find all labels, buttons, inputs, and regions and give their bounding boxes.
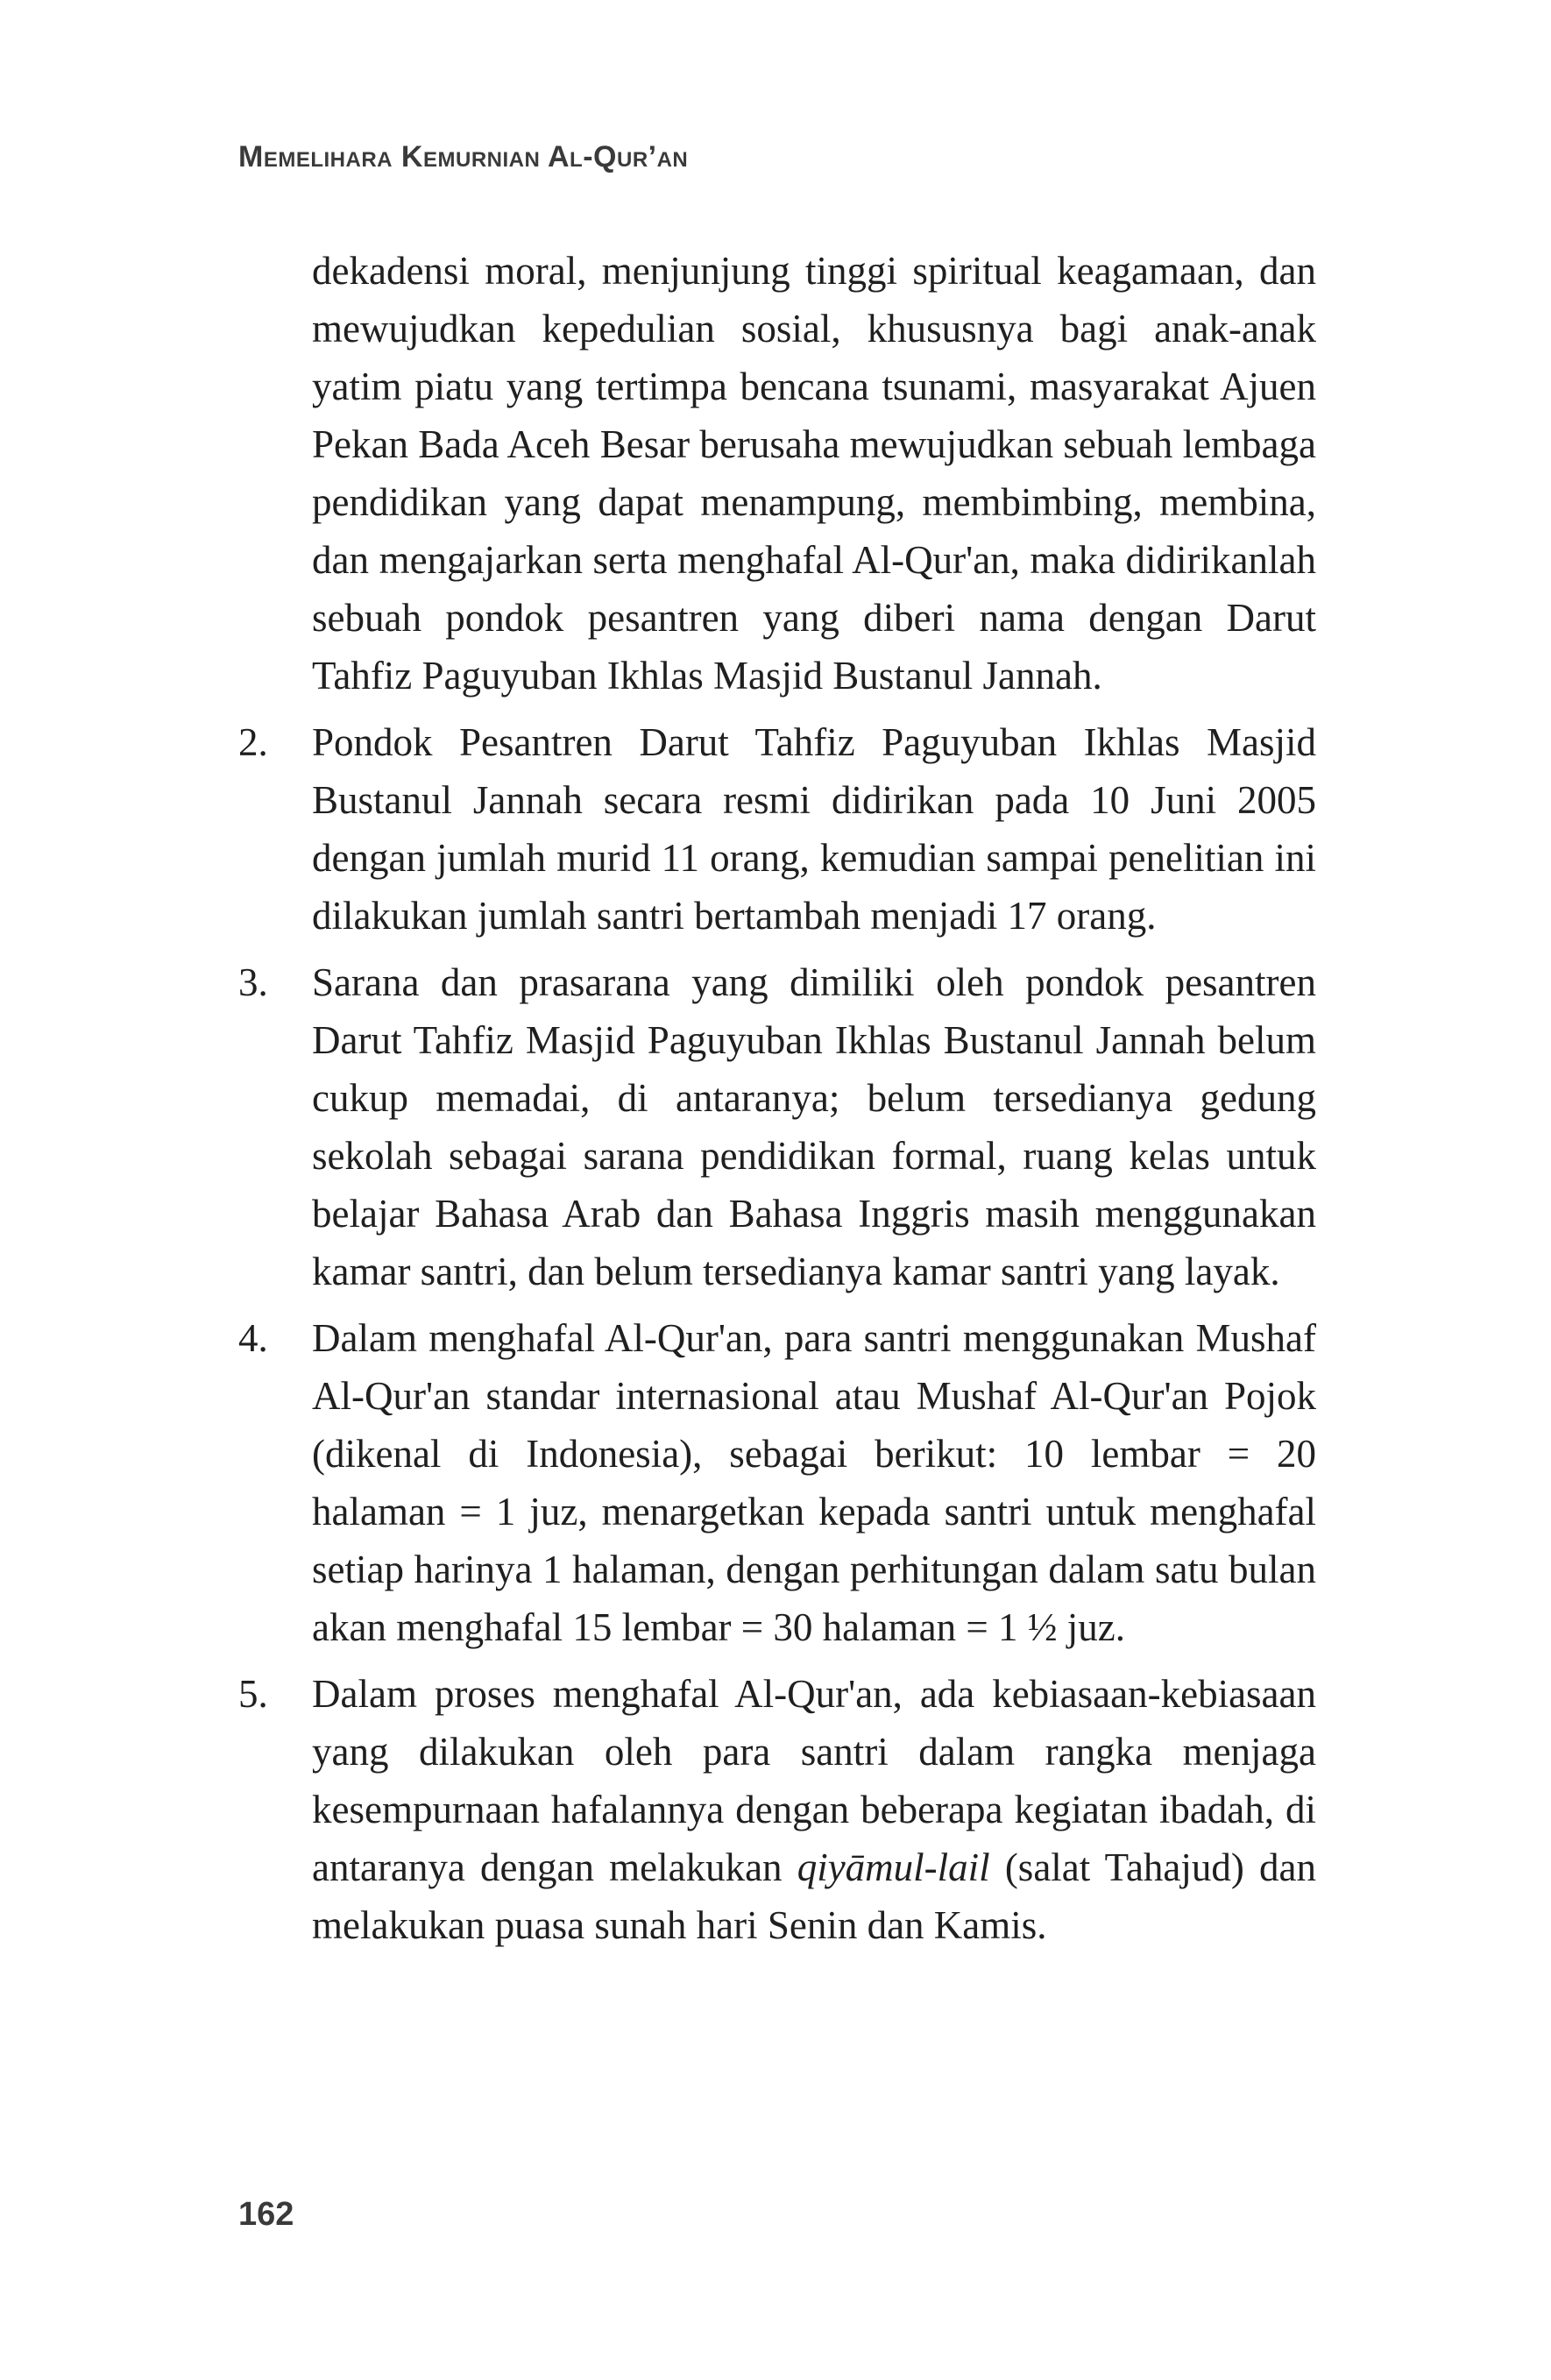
- numbered-list: [238, 713, 1316, 1954]
- list-item-number: 3.: [238, 960, 268, 1004]
- list-item-text: Pondok Pesantren Darut Tahfiz Paguyuban Ikhlas Masjid Bustanul Jannah secara resmi didirikan pada 10 Juni 2005 dengan jumlah murid 11 orang, kemudian sampai penelitian ini dilakukan jumlah santri bertambah menjadi 17 orang.: [312, 720, 1316, 938]
- list-item-text-start: Dalam proses menghafal Al-Qur'an, ada kebiasaan-kebiasaan yang dilakukan oleh para santri dalam rangka menjaga kesempurnaan hafalannya dengan beberapa kegiatan ibadah, di antaranya dengan melakukan: [312, 1672, 1316, 1889]
- list-item-number: 4.: [238, 1316, 268, 1360]
- list-item-text-end: (salat Tahajud) dan melakukan puasa sunah hari Senin dan Kamis.: [312, 1845, 1316, 1947]
- transliterated-term: qiyāmul-lail: [797, 1845, 990, 1889]
- list-item-text: [312, 1665, 1316, 1954]
- page-body: [238, 242, 1316, 1954]
- list-item-4: [238, 1309, 1316, 1656]
- list-item-3: [238, 953, 1316, 1300]
- list-item-5: [238, 1665, 1316, 1954]
- continued-paragraph: dekadensi moral, menjunjung tinggi spiritual keagamaan, dan mewujudkan kepedulian sosial, khususnya bagi anak-anak yatim piatu yang tertimpa bencana tsunami, masyarakat Ajuen Pekan Bada Aceh Besar berusaha mewujudkan sebuah lembaga pendidikan yang dapat menampung, membimbing, membina, dan mengajarkan serta menghafal Al-Qur'an, maka didirikanlah sebuah pondok pesantren yang diberi nama dengan Darut Tahfiz Paguyuban Ikhlas Masjid Bustanul Jannah.: [312, 249, 1316, 698]
- list-item-2: [238, 713, 1316, 945]
- list-item-text: Sarana dan prasarana yang dimiliki oleh pondok pesantren Darut Tahfiz Masjid Paguyuban Ikhlas Bustanul Jannah belum cukup memadai, di antaranya; belum tersedianya gedung sekolah sebagai sarana pendidikan formal, ruang kelas untuk belajar Bahasa Arab dan Bahasa Inggris masih menggunakan kamar santri, dan belum tersedianya kamar santri yang layak.: [312, 960, 1316, 1293]
- list-item-number: 5.: [238, 1672, 268, 1716]
- list-item-number: 2.: [238, 720, 268, 764]
- running-head-title: Memelihara Kemurnian Al-Qur’an: [238, 140, 689, 174]
- list-item-text: Dalam menghafal Al-Qur'an, para santri menggunakan Mushaf Al-Qur'an standar internasional atau Mushaf Al-Qur'an Pojok (dikenal di Indonesia), sebagai berikut: 10 lembar = 20 halaman = 1 juz, menargetkan kepada santri untuk menghafal setiap harinya 1 halaman, dengan perhitungan dalam satu bulan akan menghafal 15 lembar = 30 halaman = 1 ½ juz.: [312, 1316, 1316, 1649]
- page-number: 162: [238, 2196, 294, 2233]
